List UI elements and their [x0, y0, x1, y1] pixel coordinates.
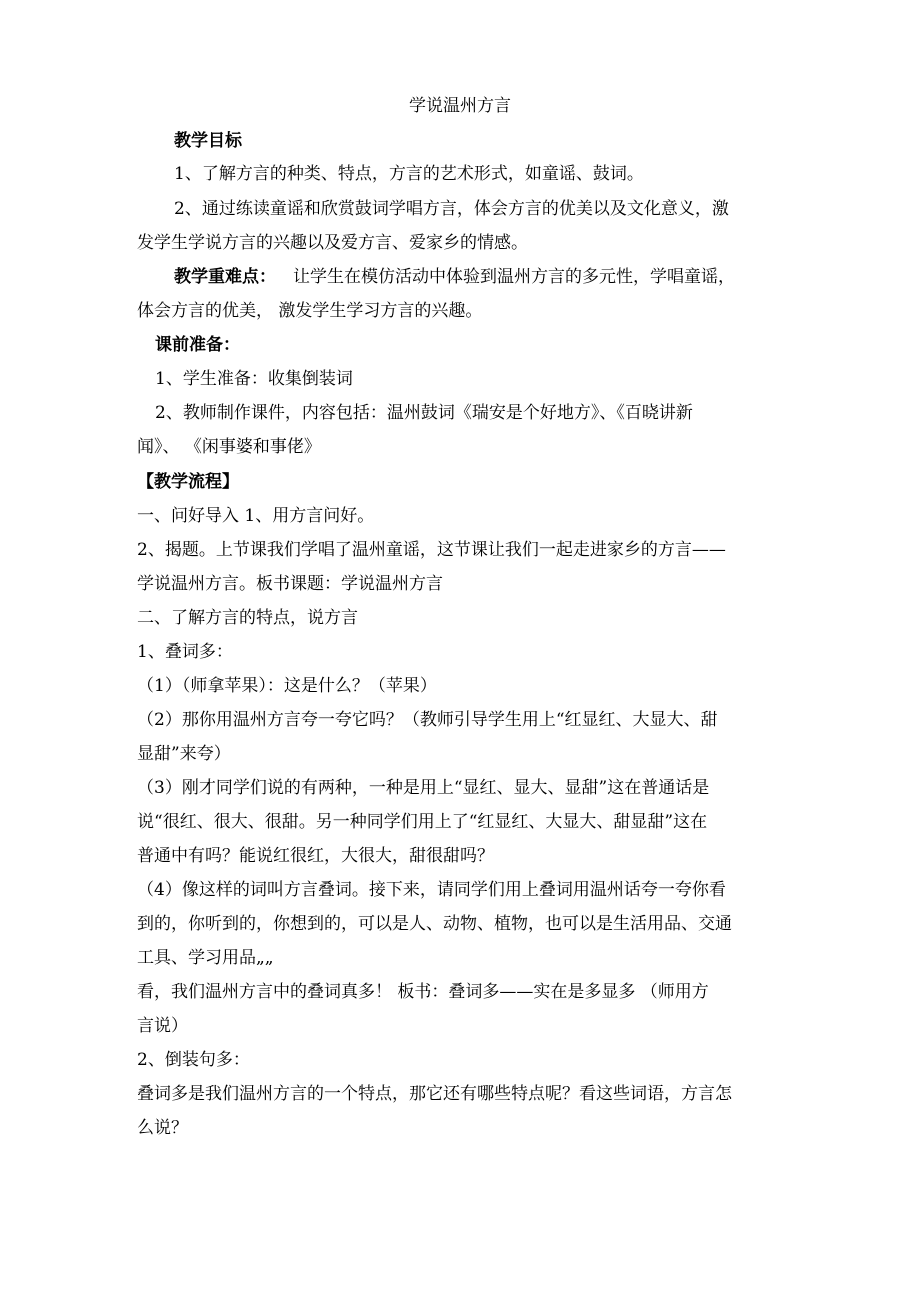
preparation-heading: 课前准备：: [155, 335, 240, 355]
flow-line: 说“很红、很大、很甜。另一种同学们用上了“红显红、大显大、甜显甜”这在: [137, 812, 708, 832]
flow-line: 2、倒装句多：: [137, 1050, 250, 1070]
flow-line: 二、了解方言的特点，说方言: [137, 608, 358, 628]
key-points-line-1: 让学生在模仿活动中体验到温州方言的多元性，学唱童谣，: [293, 267, 735, 287]
flow-line: 2、揭题。上节课我们学唱了温州童谣，这节课让我们一起走进家乡的方言——: [137, 540, 726, 560]
preparation-item-2-line-2: 闻》、 《闲事婆和事佬》: [137, 437, 321, 457]
goal-item-2-line-1: 2、通过练读童谣和欣赏鼓词学唱方言，体会方言的优美以及文化意义，激: [174, 199, 729, 219]
flow-line: 1、叠词多：: [137, 642, 233, 662]
key-points-heading: 教学重难点：: [174, 267, 276, 287]
flow-line: 言说）: [137, 1016, 188, 1036]
flow-line: 学说温州方言。板书课题：学说温州方言: [137, 574, 443, 594]
flow-line: （3）刚才同学们说的有两种，一种是用上“显红、显大、显甜”这在普通话是: [137, 778, 710, 798]
flow-line: 叠词多是我们温州方言的一个特点，那它还有哪些特点呢？看这些词语，方言怎: [137, 1084, 732, 1104]
flow-line: 普通中有吗？能说红很红，大很大，甜很甜吗？: [137, 846, 494, 866]
goal-item-1: 1、了解方言的种类、特点，方言的艺术形式，如童谣、鼓词。: [174, 164, 644, 184]
flow-line: 显甜”来夸）: [137, 744, 231, 764]
flow-heading: 【教学流程】: [137, 472, 239, 492]
key-points-line-2: 体会方言的优美， 激发学生学习方言的兴趣。: [137, 301, 483, 321]
flow-line: 一、问好导入 1、用方言问好。: [137, 506, 375, 526]
goals-heading: 教学目标: [174, 131, 242, 151]
flow-line: 到的，你听到的，你想到的，可以是人、动物、植物，也可以是生活用品、交通: [137, 914, 732, 934]
flow-line: 么说？: [137, 1118, 188, 1138]
flow-line: 看，我们温州方言中的叠词真多！ 板书：叠词多——实在是多显多 （师用方: [137, 982, 709, 1002]
flow-line: （4）像这样的词叫方言叠词。接下来，请同学们用上叠词用温州话夸一夸你看: [137, 880, 726, 900]
flow-line: （1）（师拿苹果）：这是什么？（苹果）: [137, 676, 437, 696]
preparation-item-2-line-1: 2、教师制作课件，内容包括：温州鼓词《瑞安是个好地方》、《百晓讲新: [155, 403, 693, 423]
flow-line: 工具、学习用品„„: [137, 948, 274, 968]
goal-item-2-line-2: 发学生学说方言的兴趣以及爱方言、爱家乡的情感。: [137, 233, 528, 253]
preparation-item-1: 1、学生准备：收集倒装词: [155, 369, 353, 389]
document-title: 学说温州方言: [409, 96, 511, 116]
flow-line: （2）那你用温州方言夸一夸它吗？（教师引导学生用上“红显红、大显大、甜: [137, 710, 718, 730]
